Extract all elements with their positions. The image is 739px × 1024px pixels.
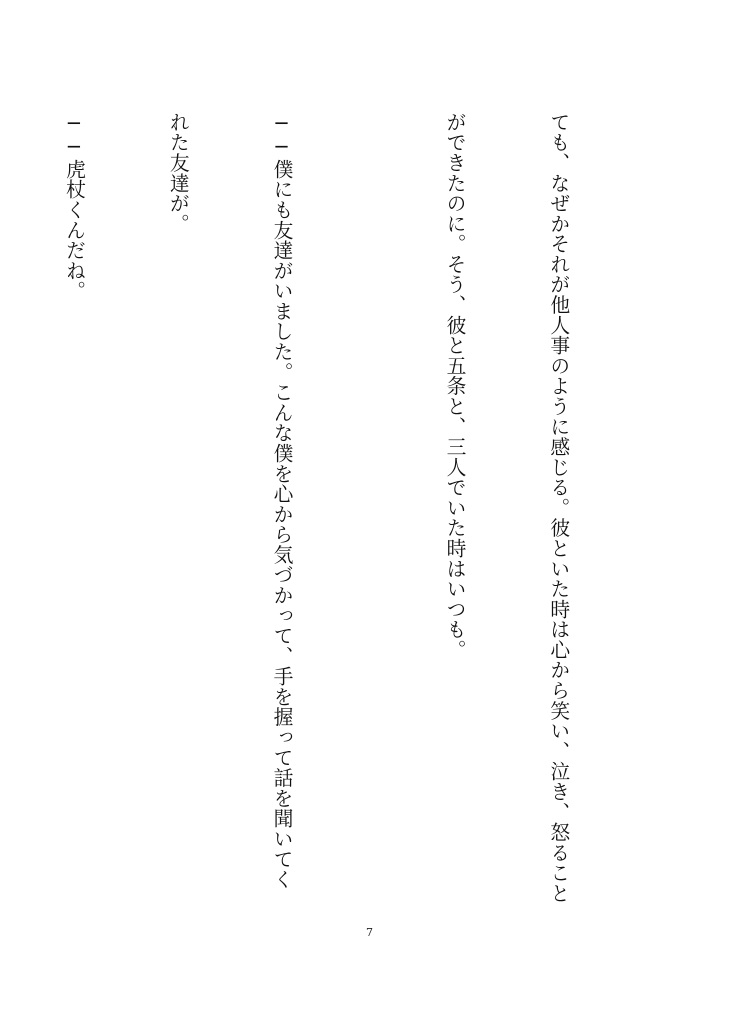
text-line: ても、なぜかそれが他人事のように感じる。彼といた時は心から笑い、泣き、怒ること — [546, 112, 570, 904]
text-line: れた友達が。 — [166, 112, 190, 234]
text-line: ──僕にも友達がいました。こんな僕を心から気づかって、手を握って話を聞いてく — [270, 112, 294, 890]
text-line: ができたのに。そう、彼と五条と、三人でいた時はいつも。 — [443, 112, 467, 660]
text-line: ──虎杖くんだね。 — [62, 112, 86, 302]
vertical-text-block — [62, 112, 644, 912]
page-number: 7 — [366, 926, 373, 939]
